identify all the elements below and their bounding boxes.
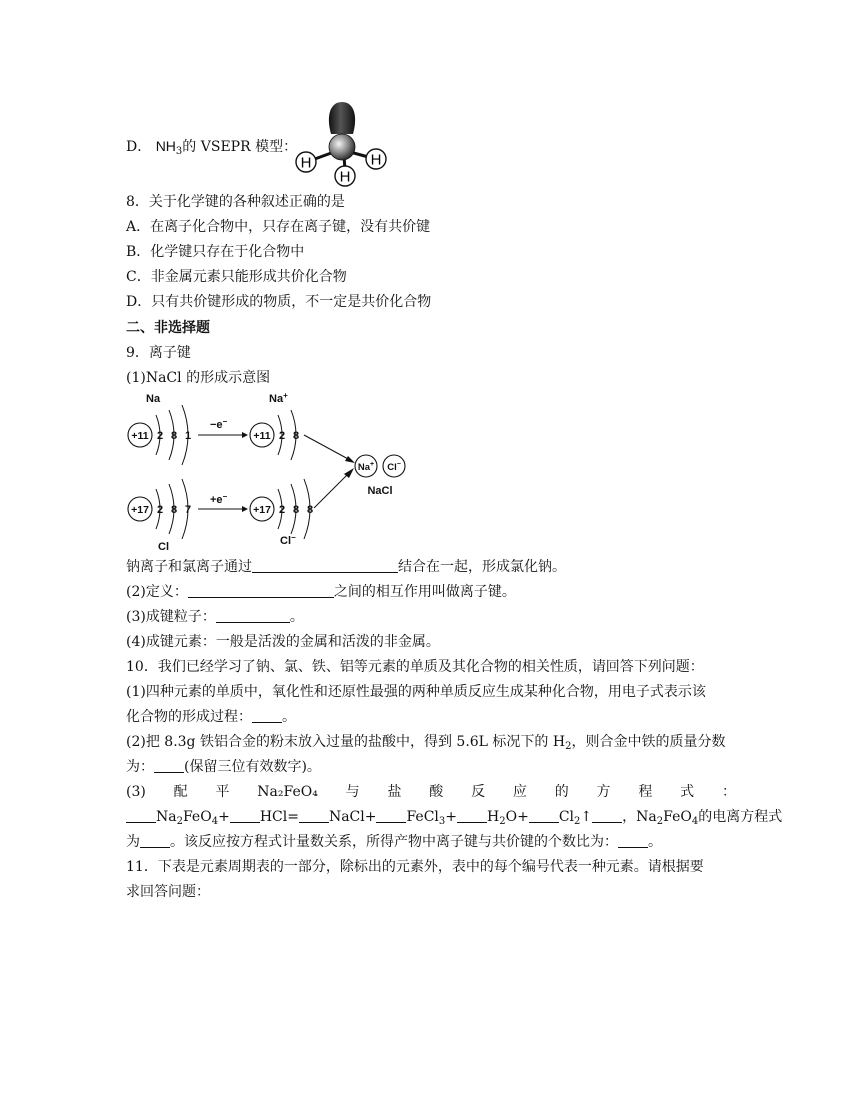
answer-blank[interactable] [252, 708, 282, 723]
nh3-vsepr-model [290, 98, 390, 190]
cl-nucleus: +17 [131, 504, 149, 516]
answer-blank[interactable] [126, 808, 156, 823]
q9-sub4: (4)成键元素：一般是活泼的金属和活泼的非金属。 [126, 634, 440, 650]
q8-option-a: A．在离子化合物中，只存在离子键，没有共价键 [126, 219, 431, 235]
q10-p3-line1: (3) 配 平 Na₂FeO₄ 与 盐 酸 反 应 的 方 程 式 ： [126, 784, 736, 800]
answer-blank[interactable] [216, 608, 290, 623]
na-ion-shell-2: 8 [292, 430, 300, 442]
cl-ion-shell-2: 8 [292, 504, 300, 516]
cl-ion-shell-1: 2 [278, 504, 286, 516]
answer-blank[interactable] [252, 558, 398, 573]
q11-line1: 11．下表是元素周期表的一部分，除标出的元素外，表中的每个编号代表一种元素。请根据要 [126, 859, 704, 875]
na-label: Na [146, 393, 161, 405]
q10-p2-line2: 为： (保留三位有效数字)。 [126, 759, 321, 775]
arrow-top-label: −e− [210, 417, 228, 431]
q10-p2-line1: (2)把 8.3g 铁铝合金的粉末放入过量的盐酸中，得到 5.6L 标况下的 $H_2$，则合金中铁的质量分数 [126, 734, 726, 752]
q9-stem: 9．离子键 [126, 345, 191, 361]
answer-blank[interactable] [299, 808, 329, 823]
answer-blank[interactable] [140, 833, 170, 848]
q9-sub1: (1)NaCl 的形成示意图 [126, 370, 271, 386]
product-na: Na+ [357, 461, 375, 473]
q7-option-d: D． $NH_3$的 VSEPR 模型： [126, 138, 298, 157]
q9-line-a: 钠离子和氯离子通过 结合在一起，形成氯化钠。 [126, 559, 566, 575]
na-shell-1: 2 [156, 430, 164, 442]
q8-option-d: D．只有共价键形成的物质，不一定是共价化合物 [126, 294, 432, 310]
cl-ion-nucleus: +17 [253, 504, 271, 516]
q10-p3-line3: 为 。该反应按方程式计量数关系，所得产物中离子键与共价键的个数比为： 。 [126, 834, 662, 850]
answer-blank[interactable] [618, 833, 648, 848]
cl-ion-shell-3: 8 [306, 504, 314, 516]
na-nucleus: +11 [131, 430, 149, 442]
hydrogen-label: H [370, 151, 382, 169]
nacl-formation-diagram [124, 390, 424, 556]
q8-stem: 8．关于化学键的各种叙述正确的是 [126, 194, 345, 210]
q11-line2: 求回答问题： [126, 884, 210, 900]
answer-blank[interactable] [457, 808, 487, 823]
cl-shell-2: 8 [170, 504, 178, 516]
cl-shell-1: 2 [156, 504, 164, 516]
hydrogen-label: H [300, 154, 312, 172]
answer-blank[interactable] [188, 583, 334, 598]
na-ion-nucleus: +11 [253, 430, 271, 442]
na-shell-2: 8 [170, 430, 178, 442]
arrow-bottom-label: +e− [210, 492, 228, 506]
cl-ion-label: Cl− [280, 533, 296, 547]
na-ion-shell-1: 2 [278, 430, 286, 442]
q9-sub2: (2)定义： 之间的相互作用叫做离子键。 [126, 584, 516, 600]
cl-shell-3: 7 [184, 504, 192, 516]
section-heading: 二、非选择题 [126, 320, 210, 336]
q8-option-b: B．化学键只存在于化合物中 [126, 244, 305, 260]
q10-p3-line2: $Na_2FeO_4+ HCl=$ NaCl+ FeCl$_3$+ $H_2O+$ $Cl_2↑$ ，$Na_2FeO_4$的电离方程式 [126, 807, 782, 827]
q10-stem: 10．我们已经学习了钠、氯、铁、铝等元素的单质及其化合物的相关性质，请回答下列问题： [126, 659, 704, 675]
cl-label: Cl [158, 541, 169, 553]
q9-sub3: (3)成键粒子： 。 [126, 609, 304, 625]
answer-blank[interactable] [529, 808, 559, 823]
q10-p1-line1: (1)四种元素的单质中，氧化性和还原性最强的两种单质反应生成某种化合物，用电子式表示该 [126, 684, 706, 700]
na-ion-label: Na+ [269, 391, 288, 405]
na-shell-3: 1 [184, 430, 192, 442]
product-cl: Cl− [387, 461, 401, 473]
q10-p1-line2: 化合物的形成过程： 。 [126, 709, 296, 725]
answer-blank[interactable] [592, 808, 622, 823]
answer-blank[interactable] [230, 808, 260, 823]
hydrogen-label: H [339, 168, 351, 186]
answer-blank[interactable] [376, 808, 406, 823]
q8-option-c: C．非金属元素只能形成共价化合物 [126, 269, 347, 285]
product-label: NaCl [367, 485, 393, 497]
nitrogen-atom [329, 134, 355, 160]
lone-pair-lobe [329, 102, 355, 134]
answer-blank[interactable] [154, 758, 184, 773]
